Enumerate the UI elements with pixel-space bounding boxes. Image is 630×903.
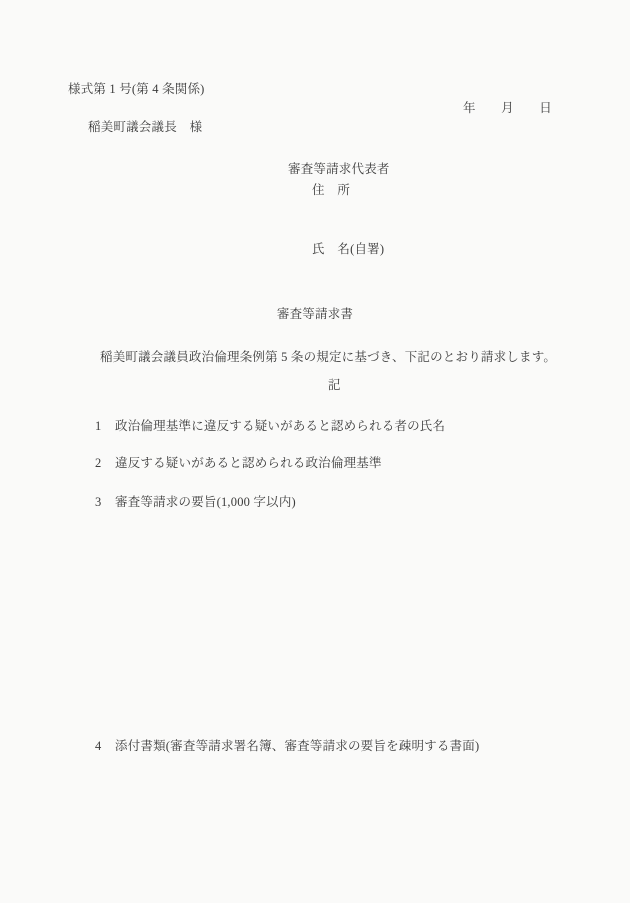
name-signature-label: 氏 名(自署) <box>312 242 385 256</box>
addressee-line: 稲美町議会議長 様 <box>88 120 203 134</box>
item-number: 4 <box>95 739 102 753</box>
ki-marker: 記 <box>328 378 341 392</box>
claimant-representative-heading: 審査等請求代表者 <box>288 162 390 176</box>
item-number: 2 <box>95 456 102 470</box>
item-text: 審査等請求の要旨(1,000 字以内) <box>115 495 296 509</box>
item-text: 政治倫理基準に違反する疑いがあると認められる者の氏名 <box>115 419 446 433</box>
list-item-3 <box>0 496 630 548</box>
date-line: 年 月 日 <box>463 101 552 115</box>
form-number-label: 様式第 1 号(第 4 条関係) <box>68 82 205 96</box>
item-text: 添付書類(審査等請求署名簿、審査等請求の要旨を疎明する書面) <box>115 739 480 753</box>
item-text: 違反する疑いがあると認められる政治倫理基準 <box>115 456 382 470</box>
address-label: 住 所 <box>312 183 351 197</box>
request-statement: 稲美町議会議員政治倫理条例第 5 条の規定に基づき、下記のとおり請求します。 <box>100 350 557 364</box>
item-number: 3 <box>95 495 102 509</box>
list-item-4 <box>0 740 630 792</box>
document-title: 審査等請求書 <box>276 307 354 321</box>
item-number: 1 <box>95 419 102 433</box>
